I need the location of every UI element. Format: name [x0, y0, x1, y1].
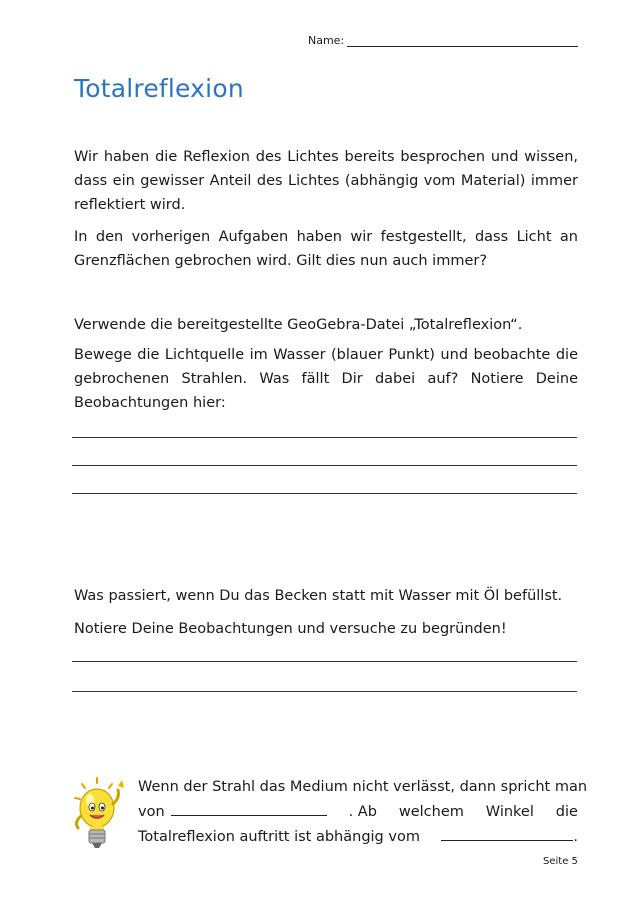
worksheet-title: Totalreflexion	[74, 74, 244, 103]
lightbulb-mascot-icon	[70, 776, 128, 852]
term-blank	[171, 799, 327, 816]
question-paragraph: In den vorherigen Aufgaben haben wir festgestellt, dass Licht an Grenzflächen gebrochen wird. Gilt dies nun auch immer?	[74, 229, 578, 269]
conclusion-line-3-text: Totalreflexion auftritt ist abhängig vom	[138, 829, 420, 845]
page-number: Seite 5	[543, 856, 578, 867]
conclusion-welchem: welchem	[398, 804, 464, 820]
conclusion-von: von	[138, 804, 165, 820]
reasoning-instruction: Notiere Deine Beobachtungen und versuche zu begründen!	[74, 621, 507, 637]
conclusion-line-2-group	[138, 799, 327, 824]
intro-paragraph: Wir haben die Reflexion des Lichtes bereits besprochen und wissen, dass ein gewisser Anteil des Lichtes (abhängig vom Material) immer reflektiert wird.	[74, 149, 578, 213]
conclusion-line-1-text: Wenn der Strahl das Medium nicht verlässt, dann spricht man	[138, 779, 588, 795]
observation-instruction: Bewege die Lichtquelle im Wasser (blauer Punkt) und beobachte die gebrochenen Strahlen. Was fällt Dir dabei auf? Notiere Deine Beobachtungen hier:	[74, 347, 578, 411]
geogebra-instruction: Verwende die bereitgestellte GeoGebra-Datei „Totalreflexion“.	[74, 317, 523, 333]
conclusion-winkel: Winkel	[485, 804, 534, 820]
name-blank-line	[347, 35, 578, 47]
conclusion-ab: . Ab	[348, 804, 377, 820]
conclusion-line-1	[138, 776, 588, 799]
answer-line-1	[72, 437, 577, 438]
dependency-blank	[441, 824, 573, 841]
conclusion-line-3-group	[435, 824, 578, 849]
conclusion-text	[138, 776, 588, 849]
name-label: Name:	[308, 34, 345, 47]
conclusion-die: die	[555, 804, 578, 820]
name-field	[308, 34, 578, 47]
conclusion-line-2	[138, 799, 578, 824]
answer-line-2	[72, 465, 577, 466]
oil-question: Was passiert, wenn Du das Becken statt mit Wasser mit Öl befüllst.	[74, 588, 563, 604]
answer-line-5	[72, 691, 577, 692]
answer-line-3	[72, 493, 577, 494]
conclusion-line-3	[138, 824, 578, 849]
conclusion-period: .	[573, 829, 578, 845]
answer-line-4	[72, 661, 577, 662]
